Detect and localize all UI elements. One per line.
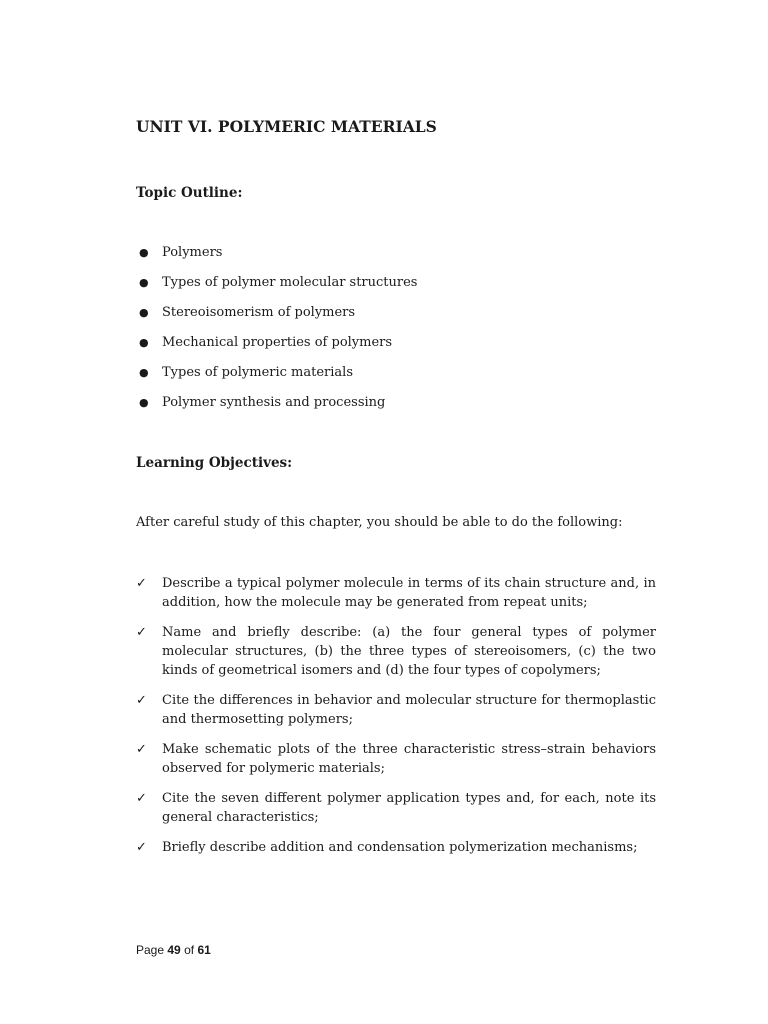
topic-outline-heading: Topic Outline: <box>136 185 243 201</box>
list-item <box>136 838 656 857</box>
bullet-icon: ● <box>139 246 149 259</box>
outline-item-label: Types of polymeric materials <box>162 365 354 380</box>
list-item <box>136 334 696 364</box>
list-item <box>136 364 696 394</box>
page-footer <box>136 943 211 957</box>
objectives-intro: After careful study of this chapter, you should be able to do the following: <box>136 515 623 530</box>
objective-text: Cite the differences in behavior and molecular structure for thermoplastic and thermosetting polymers; <box>162 693 656 727</box>
list-item <box>136 789 656 827</box>
checkmark-icon: ✓ <box>136 791 147 806</box>
of-label: of <box>184 943 195 957</box>
total-pages: 61 <box>197 943 211 957</box>
list-item <box>136 740 656 778</box>
checkmark-icon: ✓ <box>136 742 147 757</box>
objective-text: Name and briefly describe: (a) the four general types of polymer molecular structures, (b) the three types of stereoisomers, (c) the two kinds of geometrical isomers and (d) the four types of copolymers; <box>162 625 656 678</box>
topic-outline-list <box>136 244 696 424</box>
objective-text: Describe a typical polymer molecule in terms of its chain structure and, in addition, how the molecule may be generated from repeat units; <box>162 576 656 610</box>
checkmark-icon: ✓ <box>136 693 147 708</box>
list-item <box>136 574 656 612</box>
bullet-icon: ● <box>139 306 149 319</box>
objective-text: Briefly describe addition and condensation polymerization mechanisms; <box>162 840 638 855</box>
objectives-list <box>136 574 656 868</box>
bullet-icon: ● <box>139 336 149 349</box>
list-item <box>136 244 696 274</box>
page-label: Page <box>136 943 165 957</box>
checkmark-icon: ✓ <box>136 625 147 640</box>
list-item <box>136 274 696 304</box>
outline-item-label: Stereoisomerism of polymers <box>162 305 356 320</box>
outline-item-label: Types of polymer molecular structures <box>162 275 418 290</box>
outline-item-label: Polymer synthesis and processing <box>162 395 386 410</box>
bullet-icon: ● <box>139 366 149 379</box>
outline-item-label: Polymers <box>162 245 223 260</box>
list-item <box>136 304 696 334</box>
bullet-icon: ● <box>139 396 149 409</box>
checkmark-icon: ✓ <box>136 576 147 591</box>
unit-title: UNIT VI. POLYMERIC MATERIALS <box>136 117 437 136</box>
list-item <box>136 394 696 424</box>
checkmark-icon: ✓ <box>136 840 147 855</box>
list-item <box>136 691 656 729</box>
bullet-icon: ● <box>139 276 149 289</box>
learning-objectives-heading: Learning Objectives: <box>136 455 293 471</box>
objective-text: Make schematic plots of the three characteristic stress–strain behaviors observed for polymeric materials; <box>162 742 656 776</box>
page-number: 49 <box>167 943 181 957</box>
list-item <box>136 623 656 680</box>
outline-item-label: Mechanical properties of polymers <box>162 335 393 350</box>
objective-text: Cite the seven different polymer application types and, for each, note its general characteristics; <box>162 791 656 825</box>
